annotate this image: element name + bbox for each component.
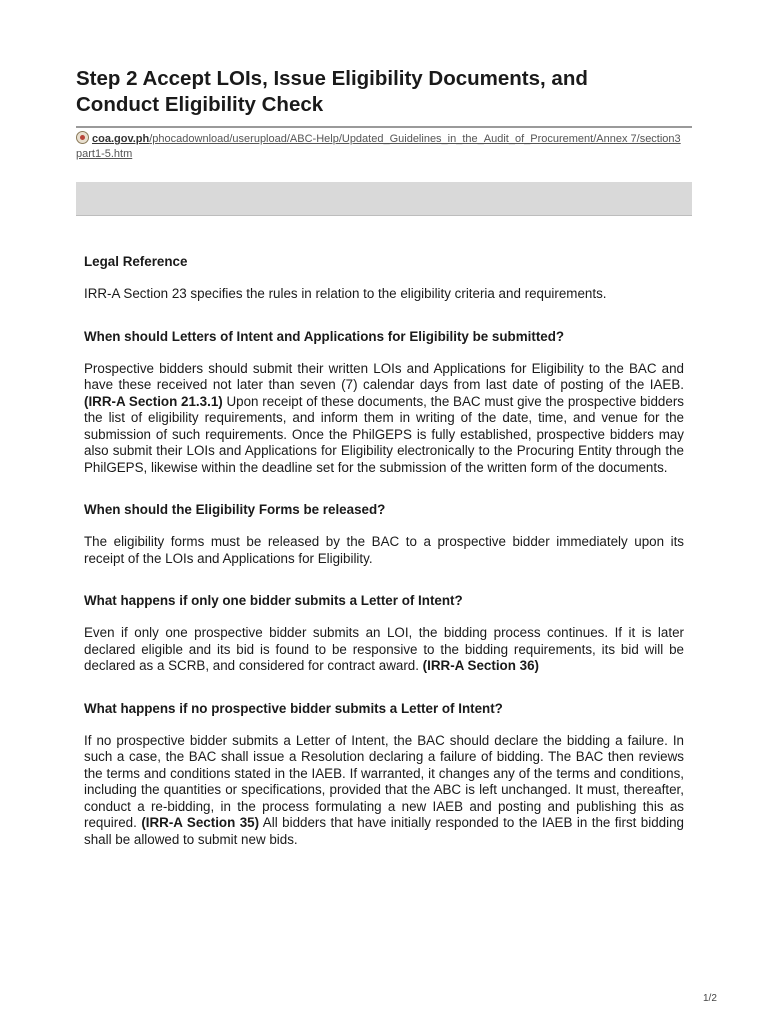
section-heading: What happens if only one bidder submits a Letter of Intent? bbox=[84, 593, 463, 608]
article-body bbox=[84, 253, 684, 873]
section-paragraph bbox=[84, 361, 684, 477]
source-link[interactable] bbox=[76, 131, 692, 162]
paragraph-text: All bidders that have initially responded to the IAEB in the first bidding shall be allowed to submit new bids. bbox=[84, 815, 684, 847]
page-title: Step 2 Accept LOIs, Issue Eligibility Documents, and Conduct Eligibility Check bbox=[76, 67, 588, 116]
section bbox=[84, 253, 684, 328]
source-path[interactable]: /phocadownload/userupload/ABC-Help/Updated_Guidelines_in_the_Audit_of_Procurement/Annex 7/section3 part1-5.htm bbox=[76, 133, 681, 160]
paragraph-text: Even if only one prospective bidder submits an LOI, the bidding process continues. If it is later declared eligible and its bid is found to be responsive to the bidding requirements, its bid will be declared as a SCRB, and considered for contract award. bbox=[84, 625, 684, 673]
section-heading: When should the Eligibility Forms be released? bbox=[84, 502, 386, 517]
legal-citation: (IRR-A Section 36) bbox=[422, 658, 539, 673]
paragraph-text: The eligibility forms must be released by the BAC to a prospective bidder immediately upon its receipt of the LOIs and Applications for Eligibility. bbox=[84, 534, 684, 566]
section bbox=[84, 592, 684, 700]
page-number: 1/2 bbox=[703, 993, 717, 1004]
section-paragraph bbox=[84, 625, 684, 675]
section bbox=[84, 328, 684, 502]
header-bar bbox=[76, 182, 692, 216]
title-divider bbox=[76, 126, 692, 128]
section-paragraph bbox=[84, 534, 684, 567]
section-heading: What happens if no prospective bidder submits a Letter of Intent? bbox=[84, 700, 503, 716]
section-heading: When should Letters of Intent and Applications for Eligibility be submitted? bbox=[84, 328, 565, 344]
section-paragraph bbox=[84, 733, 684, 849]
paragraph-text: Prospective bidders should submit their written LOIs and Applications for Eligibility to the BAC and have these received not later than seven (7) calendar days from last date of posting of the IAEB. bbox=[84, 360, 684, 392]
source-domain[interactable]: coa.gov.ph bbox=[92, 133, 150, 145]
legal-citation: (IRR-A Section 35) bbox=[141, 815, 260, 830]
paragraph-text: IRR-A Section 23 specifies the rules in relation to the eligibility criteria and requirements. bbox=[84, 286, 607, 301]
section bbox=[84, 501, 684, 592]
seal-favicon-icon bbox=[76, 131, 89, 144]
section-heading: Legal Reference bbox=[84, 254, 188, 269]
section-paragraph bbox=[84, 286, 684, 303]
paragraph-text: Upon receipt of these documents, the BAC must give the prospective bidders the list of eligibility requirements, and inform them in writing of the date, time, and venue for the submission of such requirements. Once the PhilGEPS is fully established, prospective bidders may also submit their LOIs and Applications for Eligibility electronically to the Procuring Entity through the PhilGEPS, likewise within the deadline set for the submission of the written form of the documents. bbox=[84, 393, 684, 475]
paragraph-text: If no prospective bidder submits a Letter of Intent, the BAC should declare the bidding a failure. In such a case, the BAC shall issue a Resolution declaring a failure of bidding. The BAC then reviews the terms and conditions stated in the IAEB. If warranted, it changes any of the terms and conditions, including the quantities or specifications, provided that the ABC is left unchanged. It must, thereafter, conduct a re-bidding, in the process formulating a new IAEB and posting and publishing this as required. bbox=[84, 732, 684, 830]
legal-citation: (IRR-A Section 21.3.1) bbox=[84, 393, 223, 409]
section bbox=[84, 700, 684, 874]
